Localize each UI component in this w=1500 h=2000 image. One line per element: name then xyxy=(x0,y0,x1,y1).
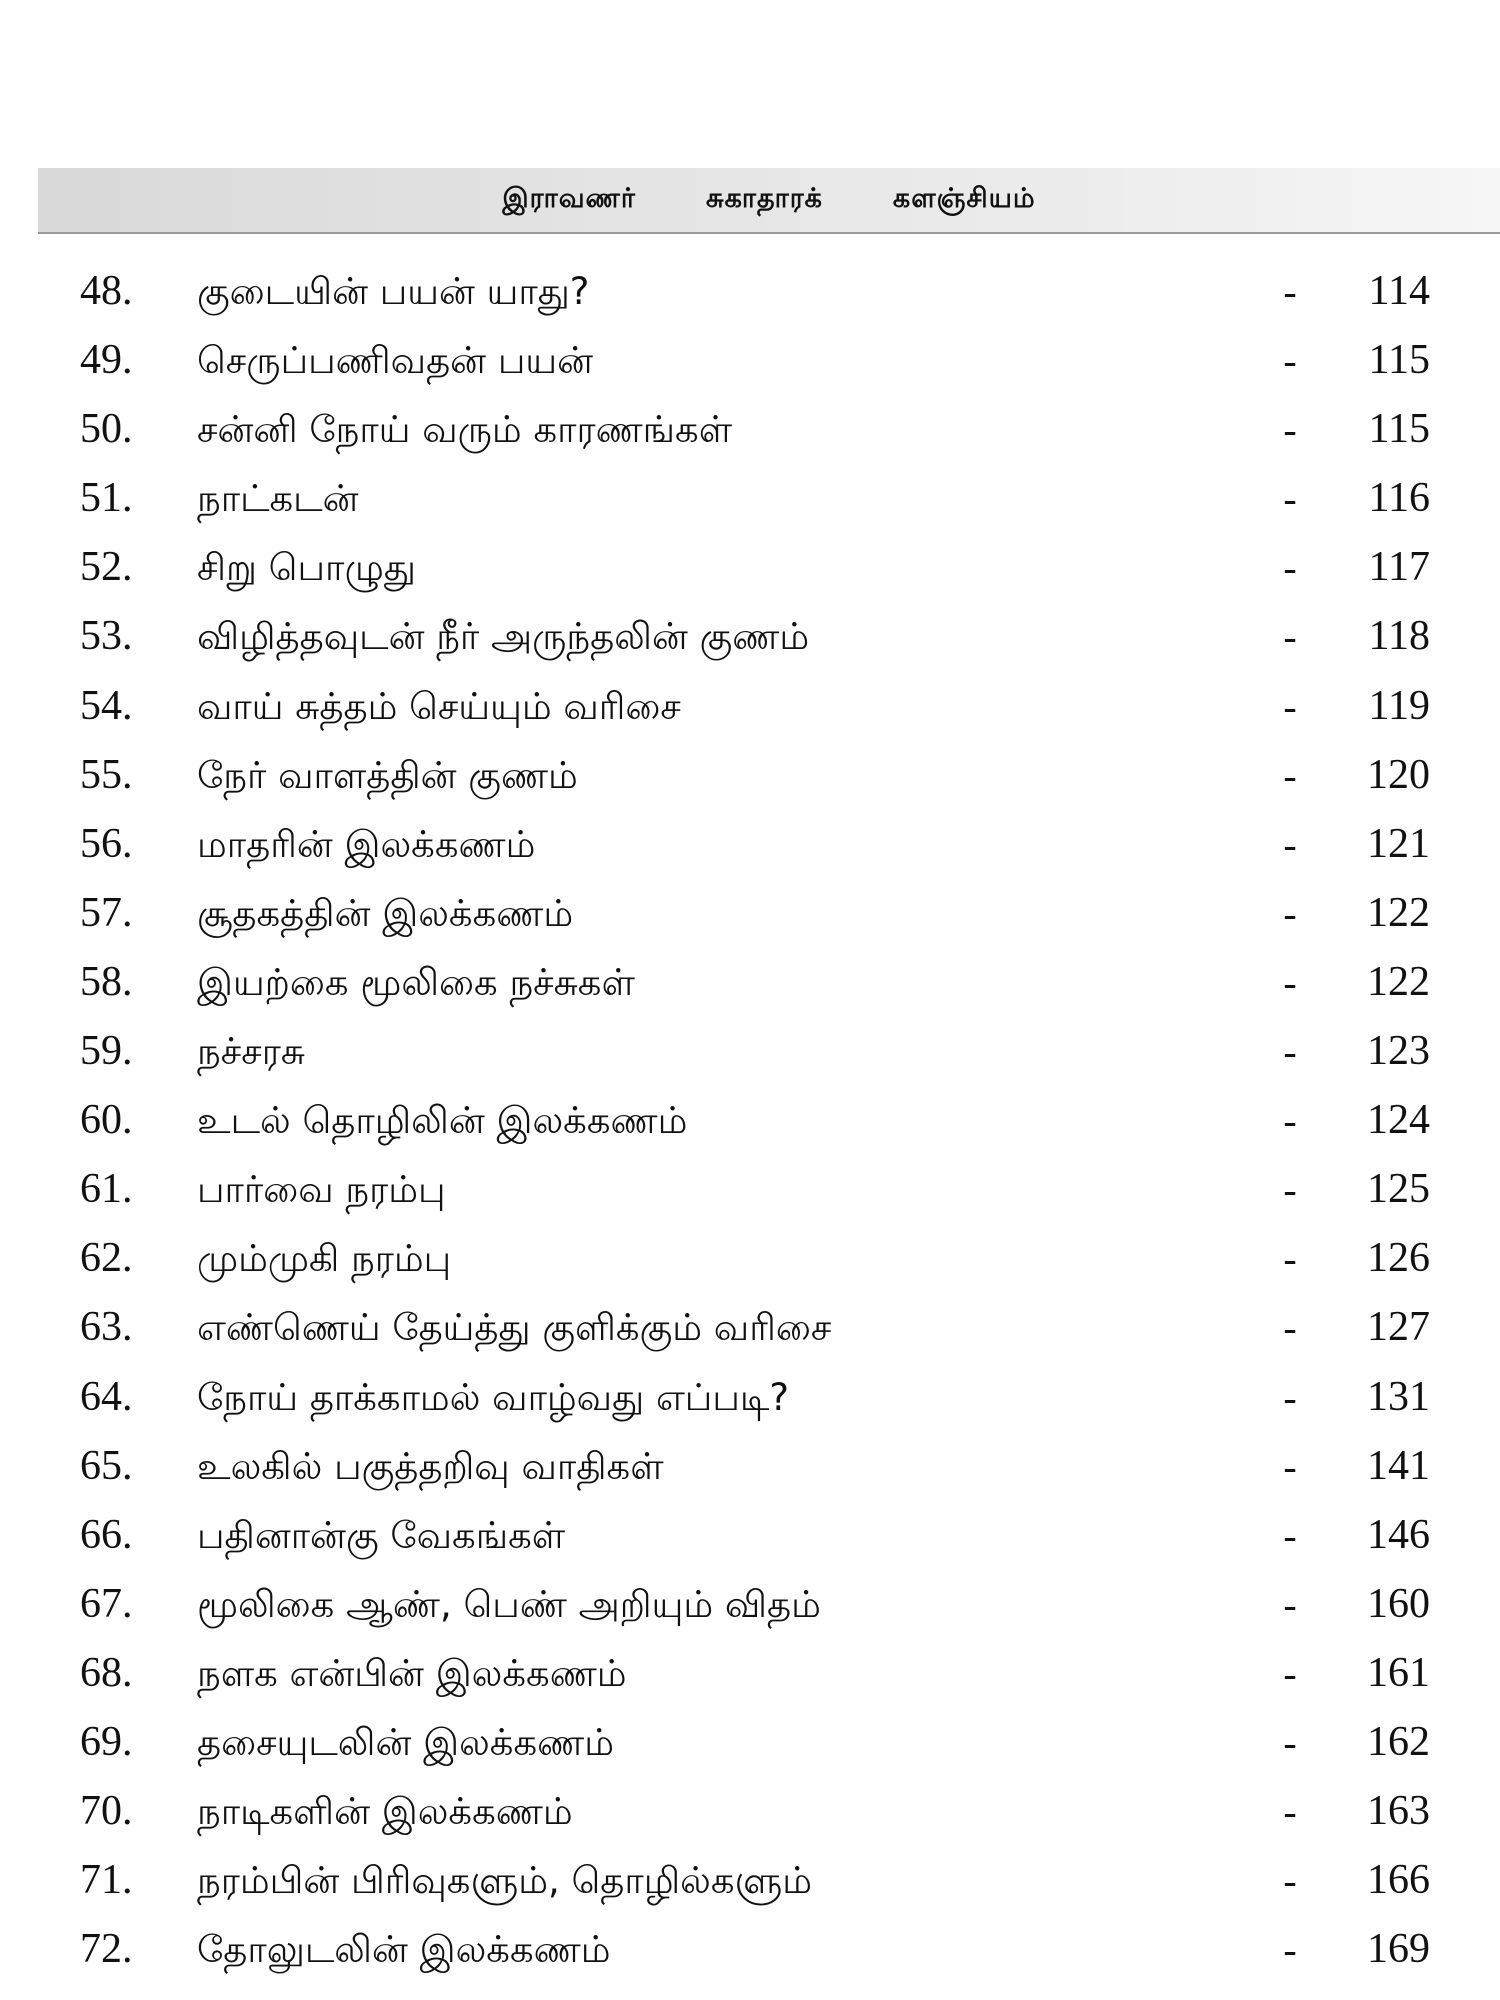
toc-entry xyxy=(0,948,1500,1017)
toc-entry-page-number: 118 xyxy=(1368,613,1430,660)
toc-entry-number: 64. xyxy=(80,1373,133,1420)
toc-entry-separator: - xyxy=(1283,614,1297,660)
toc-entry-page-number: 126 xyxy=(1367,1235,1430,1282)
toc-entry-separator: - xyxy=(1283,1167,1297,1213)
toc-entry-number: 55. xyxy=(80,751,133,798)
toc-entry-separator: - xyxy=(1283,1650,1297,1696)
toc-entry-page-number: 141 xyxy=(1367,1442,1430,1489)
toc-entry-separator: - xyxy=(1283,269,1297,314)
toc-entry xyxy=(0,1708,1500,1777)
toc-entry xyxy=(0,1501,1500,1570)
toc-entry-separator: - xyxy=(1283,821,1297,867)
toc-entry-title: நளக என்பின் இலக்கணம் xyxy=(197,1651,627,1695)
toc-entry-title: இயற்கை மூலிகை நச்சுகள் xyxy=(197,960,635,1004)
toc-entry-title: உலகில் பகுத்தறிவு வாதிகள் xyxy=(197,1444,664,1488)
toc-entry-page-number: 122 xyxy=(1367,889,1430,936)
toc-entry-title: மாதரின் இலக்கணம் xyxy=(197,822,536,866)
toc-entry-title: மும்முகி நரம்பு xyxy=(197,1237,452,1281)
toc-entry-number: 68. xyxy=(80,1649,133,1696)
toc-entry-title: தசையுடலின் இலக்கணம் xyxy=(197,1720,614,1764)
toc-entry-page-number: 115 xyxy=(1368,406,1430,453)
toc-entry-number: 53. xyxy=(80,613,133,660)
toc-entry-separator: - xyxy=(1283,338,1297,384)
toc-entry-separator: - xyxy=(1283,1858,1297,1904)
toc-entry-number: 56. xyxy=(80,820,133,867)
toc-entry-title: தோலுடலின் இலக்கணம் xyxy=(197,1928,611,1972)
toc-entry-page-number: 123 xyxy=(1367,1028,1430,1075)
toc-entry-page-number: 120 xyxy=(1367,751,1430,798)
toc-entry-number: 62. xyxy=(80,1235,133,1282)
toc-entry-title: நேர் வாளத்தின் குணம் xyxy=(197,753,578,797)
toc-entry xyxy=(0,395,1500,464)
toc-entry xyxy=(0,257,1500,326)
toc-entry-separator: - xyxy=(1283,1927,1297,1973)
toc-entry-separator: - xyxy=(1283,545,1297,591)
toc-entry-separator: - xyxy=(1283,752,1297,798)
toc-entry-separator: - xyxy=(1283,1581,1297,1627)
toc-entry-number: 60. xyxy=(80,1097,133,1144)
toc-entry xyxy=(0,1846,1500,1915)
book-title xyxy=(38,168,1500,232)
toc-entry xyxy=(0,1224,1500,1293)
toc-entry-page-number: 115 xyxy=(1368,337,1430,384)
toc-entry xyxy=(0,879,1500,948)
toc-entry xyxy=(0,672,1500,741)
toc-entry-page-number: 163 xyxy=(1367,1788,1430,1835)
toc-entry-title: குடையின் பயன் யாது? xyxy=(197,270,590,313)
toc-entry-number: 57. xyxy=(80,889,133,936)
toc-entry xyxy=(0,741,1500,810)
toc-entry xyxy=(0,1293,1500,1362)
toc-entry xyxy=(0,533,1500,602)
toc-entry-separator: - xyxy=(1283,1443,1297,1489)
toc-entry xyxy=(0,1086,1500,1155)
toc-entry xyxy=(0,1777,1500,1846)
toc-entry-number: 48. xyxy=(80,268,133,314)
toc-entry xyxy=(0,326,1500,395)
toc-entry-title: நாட்கடன் xyxy=(197,477,359,521)
toc-entry-title: பார்வை நரம்பு xyxy=(197,1168,446,1212)
toc-entry-number: 66. xyxy=(80,1511,133,1558)
toc-entry xyxy=(0,1432,1500,1501)
toc-entry-title: சூதகத்தின் இலக்கணம் xyxy=(197,891,574,935)
toc-entry-separator: - xyxy=(1283,1236,1297,1282)
toc-entry-title: விழித்தவுடன் நீர் அருந்தலின் குணம் xyxy=(197,615,810,659)
toc-entry xyxy=(0,1017,1500,1086)
toc-entry-separator: - xyxy=(1283,890,1297,936)
toc-entry-page-number: 160 xyxy=(1367,1580,1430,1627)
toc-entry-number: 69. xyxy=(80,1718,133,1765)
toc-entry-title: எண்ணெய் தேய்த்து குளிக்கும் வரிசை xyxy=(197,1306,832,1350)
toc-entry-page-number: 131 xyxy=(1367,1373,1430,1420)
toc-entry-separator: - xyxy=(1283,1789,1297,1835)
toc-entry-number: 65. xyxy=(80,1442,133,1489)
toc-entry-number: 72. xyxy=(80,1926,133,1973)
toc-entry-number: 49. xyxy=(80,337,133,384)
toc-entry-separator: - xyxy=(1283,683,1297,729)
toc-entry-page-number: 117 xyxy=(1368,544,1430,591)
book-title-word-1: இராவணர் xyxy=(502,182,637,214)
toc-entry-page-number: 169 xyxy=(1367,1926,1430,1973)
toc-entry-title: நோய் தாக்காமல் வாழ்வது எப்படி? xyxy=(197,1375,789,1419)
toc-entry-separator: - xyxy=(1283,1098,1297,1144)
toc-entry-title: உடல் தொழிலின் இலக்கணம் xyxy=(197,1099,688,1143)
toc-entry-page-number: 121 xyxy=(1367,820,1430,867)
toc-entry-number: 50. xyxy=(80,406,133,453)
toc-entry-page-number: 122 xyxy=(1367,958,1430,1005)
toc-entry-number: 70. xyxy=(80,1788,133,1835)
toc-entry-title: செருப்பணிவதன் பயன் xyxy=(197,339,593,383)
toc-entry xyxy=(0,1639,1500,1708)
toc-entry-separator: - xyxy=(1283,1719,1297,1765)
toc-entry-separator: - xyxy=(1283,407,1297,453)
toc-entry-title: மூலிகை ஆண், பெண் அறியும் விதம் xyxy=(197,1582,821,1626)
toc-entry-page-number: 162 xyxy=(1367,1718,1430,1765)
toc-entry-number: 52. xyxy=(80,544,133,591)
toc-entry-number: 61. xyxy=(80,1166,133,1213)
toc-entry-number: 54. xyxy=(80,682,133,729)
toc-entry-separator: - xyxy=(1283,1305,1297,1351)
toc-entry-page-number: 166 xyxy=(1367,1857,1430,1904)
toc-entry-number: 67. xyxy=(80,1580,133,1627)
toc-entry xyxy=(0,1363,1500,1432)
toc-entry-number: 63. xyxy=(80,1304,133,1351)
toc-entry-page-number: 119 xyxy=(1368,682,1430,729)
toc-entry-title: நாடிகளின் இலக்கணம் xyxy=(197,1790,573,1834)
toc-entry xyxy=(0,1915,1500,1984)
toc-entry xyxy=(0,464,1500,533)
toc-entry-title: வாய் சுத்தம் செய்யும் வரிசை xyxy=(197,684,681,728)
toc-entry-separator: - xyxy=(1283,1374,1297,1420)
toc-entry-page-number: 125 xyxy=(1367,1166,1430,1213)
toc-entry-page-number: 116 xyxy=(1368,475,1430,522)
toc-entry-number: 51. xyxy=(80,475,133,522)
toc-entry xyxy=(0,810,1500,879)
book-title-word-3: களஞ்சியம் xyxy=(892,182,1036,214)
toc-entry-separator: - xyxy=(1283,1512,1297,1558)
toc-entry-title: சன்னி நோய் வரும் காரணங்கள் xyxy=(197,408,733,452)
toc-entry-title: பதினான்கு வேகங்கள் xyxy=(197,1513,566,1557)
toc-entry-page-number: 146 xyxy=(1367,1511,1430,1558)
toc-entry-title: நச்சரசு xyxy=(197,1030,305,1074)
toc-entry-title: சிறு பொழுது xyxy=(197,546,416,590)
toc-entry xyxy=(0,1155,1500,1224)
toc-entry-separator: - xyxy=(1283,476,1297,522)
toc-entry-number: 71. xyxy=(80,1857,133,1904)
table-of-contents xyxy=(0,257,1500,1984)
toc-entry-page-number: 127 xyxy=(1367,1304,1430,1351)
book-title-word-2: சுகாதாரக் xyxy=(706,182,823,214)
toc-entry-page-number: 161 xyxy=(1367,1649,1430,1696)
toc-entry-page-number: 114 xyxy=(1368,268,1430,314)
toc-entry xyxy=(0,1570,1500,1639)
toc-entry-number: 59. xyxy=(80,1028,133,1075)
toc-entry-page-number: 124 xyxy=(1367,1097,1430,1144)
toc-entry-separator: - xyxy=(1283,1029,1297,1075)
toc-entry-separator: - xyxy=(1283,959,1297,1005)
toc-entry xyxy=(0,602,1500,671)
toc-entry-number: 58. xyxy=(80,958,133,1005)
toc-entry-title: நரம்பின் பிரிவுகளும், தொழில்களும் xyxy=(197,1859,813,1903)
running-header xyxy=(38,168,1500,234)
